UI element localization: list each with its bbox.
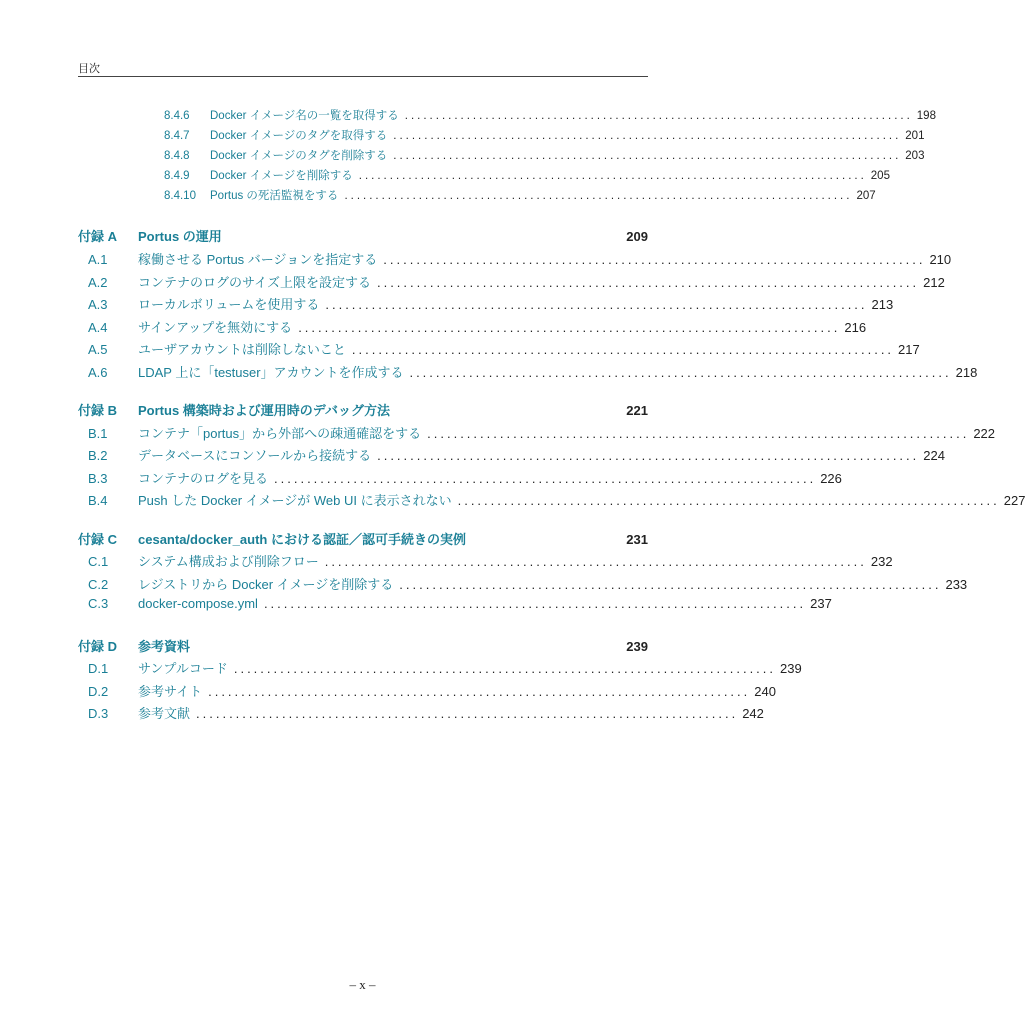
chapter-page: 209 [626, 229, 648, 244]
page-number: – x – [349, 977, 376, 992]
toc-entry[interactable] [164, 147, 925, 163]
entry-page: 237 [810, 596, 832, 611]
dot-leader: .................................................................................. [377, 448, 920, 463]
entry-title: ローカルボリュームを使用する [138, 297, 320, 312]
dot-leader: .................................................................................. [393, 150, 902, 162]
entry-page: 239 [780, 661, 802, 676]
toc-entry[interactable] [164, 167, 890, 183]
entry-number: 8.4.9 [164, 170, 190, 182]
entry-number: B.4 [88, 493, 108, 508]
dot-leader: .................................................................................. [298, 320, 841, 335]
chapter-title: Portus の運用 [138, 229, 222, 244]
toc-entry[interactable] [88, 490, 1025, 509]
toc-chapter[interactable] [78, 226, 648, 245]
entry-title: 参考サイト [138, 684, 203, 699]
entry-number: 8.4.8 [164, 150, 190, 162]
entry-title: レジストリから Docker イメージを削除する [138, 577, 394, 592]
entry-title: コンテナのログを見る [138, 471, 269, 486]
toc-entry[interactable] [88, 339, 920, 358]
entry-page: 240 [754, 684, 776, 699]
entry-number: B.2 [88, 448, 108, 463]
entry-number: 8.4.7 [164, 130, 190, 142]
dot-leader: .................................................................................. [376, 275, 920, 290]
entry-page: 207 [856, 190, 876, 202]
entry-title: ユーザアカウントは削除しないこと [138, 342, 346, 357]
chapter-label: 付録 D [78, 639, 118, 654]
entry-page: 217 [898, 342, 920, 357]
entry-number: A.6 [88, 365, 108, 380]
entry-title: Docker イメージのタグを取得する [210, 130, 388, 142]
dot-leader: .................................................................................. [344, 190, 853, 202]
dot-leader: .................................................................................. [325, 297, 868, 312]
dot-leader: .................................................................................. [263, 596, 807, 611]
entry-number: D.1 [88, 661, 109, 676]
entry-title: Push した Docker イメージが Web UI に表示されない [138, 493, 452, 508]
toc-chapter[interactable] [78, 400, 648, 419]
toc-entry[interactable] [88, 681, 776, 700]
dot-leader: .................................................................................. [351, 342, 895, 357]
entry-page: 242 [742, 706, 764, 721]
entry-number: C.2 [88, 577, 109, 592]
entry-page: 216 [844, 320, 867, 335]
entry-number: D.3 [88, 706, 109, 721]
toc-entry[interactable] [88, 574, 968, 593]
dot-leader: .................................................................................. [457, 493, 1000, 508]
entry-title: Docker イメージ名の一覧を取得する [210, 110, 399, 122]
toc-entry[interactable] [88, 703, 764, 722]
entry-page: 218 [955, 365, 978, 380]
toc-entry[interactable] [164, 127, 925, 143]
toc-entry[interactable] [88, 362, 978, 381]
dot-leader: .................................................................................. [324, 554, 867, 569]
entry-title: システム構成および削除フロー [138, 554, 319, 569]
chapter-title: cesanta/docker_auth における認証／認可手続きの実例 [138, 532, 466, 547]
dot-leader: .................................................................................. [409, 365, 952, 380]
entry-number: 8.4.10 [164, 190, 196, 202]
entry-number: B.3 [88, 471, 108, 486]
entry-title: LDAP 上に「testuser」アカウントを作成する [138, 365, 404, 380]
entry-title: Portus の死活監視をする [210, 190, 339, 202]
dot-leader: .................................................................................. [274, 471, 817, 486]
entry-number: A.4 [88, 320, 108, 335]
dot-leader: .................................................................................. [208, 684, 751, 699]
entry-page: 201 [905, 130, 925, 142]
chapter-page: 231 [626, 532, 648, 547]
chapter-label: 付録 C [78, 532, 118, 547]
chapter-title: 参考資料 [138, 639, 191, 654]
entry-number: B.1 [88, 426, 108, 441]
entry-page: 205 [870, 170, 890, 182]
entry-number: A.2 [88, 275, 108, 290]
header-rule [78, 76, 648, 77]
dot-leader: .................................................................................. [427, 426, 970, 441]
toc-entry[interactable] [88, 596, 832, 611]
dot-leader: .................................................................................. [399, 577, 942, 592]
dot-leader: .................................................................................. [383, 252, 926, 267]
dot-leader: .................................................................................. [404, 110, 913, 122]
entry-page: 198 [916, 110, 936, 122]
entry-number: C.1 [88, 554, 109, 569]
chapter-title: Portus 構築時および運用時のデバッグ方法 [138, 403, 391, 418]
entry-page: 203 [905, 150, 925, 162]
entry-title: Docker イメージを削除する [210, 170, 353, 182]
dot-leader: .................................................................................. [358, 170, 867, 182]
entry-page: 210 [929, 252, 952, 267]
entry-number: A.3 [88, 297, 108, 312]
entry-title: データベースにコンソールから接続する [138, 448, 372, 463]
entry-title: サンプルコード [138, 661, 228, 676]
entry-number: C.3 [88, 596, 109, 611]
toc-entry[interactable] [88, 445, 945, 464]
entry-title: コンテナ「portus」から外部への疎通確認をする [138, 426, 422, 441]
entry-title: 参考文献 [138, 706, 191, 721]
entry-number: 8.4.6 [164, 110, 190, 122]
entry-title: Docker イメージのタグを削除する [210, 150, 388, 162]
toc-entry[interactable] [88, 551, 893, 570]
toc-entry[interactable] [88, 272, 945, 291]
toc-chapter[interactable] [78, 636, 648, 655]
entry-number: A.1 [88, 252, 108, 267]
entry-title: 稼働させる Portus バージョンを指定する [138, 252, 378, 267]
entry-title: docker-compose.yml [138, 596, 258, 611]
toc-entry[interactable] [88, 468, 842, 487]
entry-page: 232 [870, 554, 893, 569]
dot-leader: .................................................................................. [196, 706, 739, 721]
entry-number: D.2 [88, 684, 109, 699]
entry-page: 212 [923, 275, 945, 290]
running-head: 目次 [78, 63, 100, 75]
toc-entry[interactable] [88, 658, 802, 677]
entry-page: 224 [923, 448, 945, 463]
toc-entry[interactable] [164, 107, 936, 123]
entry-page: 233 [945, 577, 968, 592]
entry-page: 222 [973, 426, 996, 441]
toc-entry[interactable] [88, 423, 996, 442]
toc-entry[interactable] [88, 317, 867, 336]
chapter-label: 付録 A [78, 229, 118, 244]
dot-leader: .................................................................................. [233, 661, 777, 676]
chapter-page: 221 [626, 403, 648, 418]
entry-number: A.5 [88, 342, 108, 357]
chapter-label: 付録 B [78, 403, 118, 418]
chapter-page: 239 [626, 639, 648, 654]
toc-entry[interactable] [88, 249, 952, 268]
entry-page: 227 [1003, 493, 1025, 508]
dot-leader: .................................................................................. [393, 130, 902, 142]
entry-title: サインアップを無効にする [138, 320, 293, 335]
entry-page: 226 [820, 471, 842, 486]
entry-page: 213 [871, 297, 894, 312]
entry-title: コンテナのログのサイズ上限を設定する [138, 275, 371, 290]
toc-entry[interactable] [88, 294, 894, 313]
toc-chapter[interactable] [78, 529, 648, 548]
toc-entry[interactable] [164, 187, 876, 203]
